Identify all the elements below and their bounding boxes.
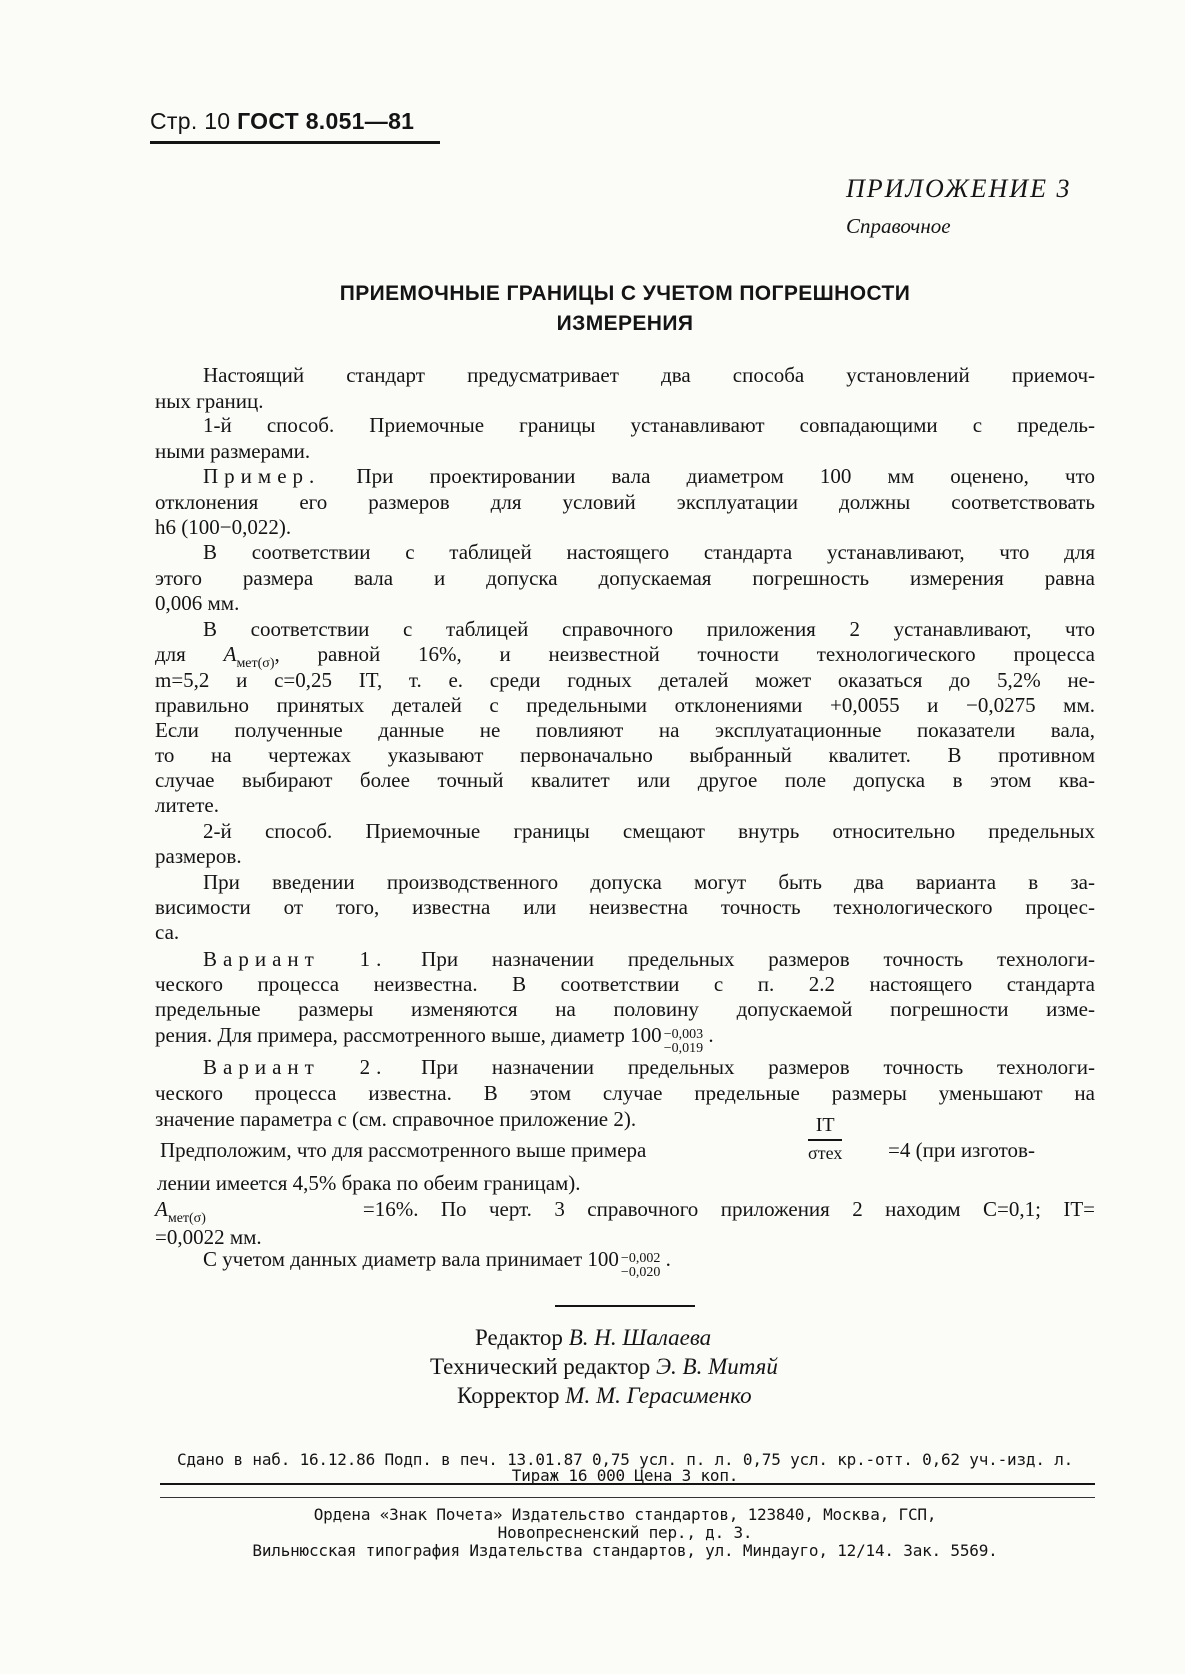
fraction-denominator: σтех (808, 1143, 843, 1163)
paragraph-text: При назначении предельных размеров точность технологи- (421, 1055, 1096, 1079)
paragraph-text: С учетом данных диаметр вала принимает 100 (203, 1247, 619, 1271)
paragraph-line (203, 463, 1095, 489)
paragraph-line: ными размерами. (155, 439, 311, 463)
tolerance (621, 1252, 660, 1280)
credit-role: Технический редактор (430, 1354, 651, 1379)
divider (160, 1483, 1095, 1485)
paragraph-line: лении имеется 4,5% брака по обеим границам). (157, 1171, 581, 1195)
section-title-line-1: ПРИЕМОЧНЫЕ ГРАНИЦЫ С УЧЕТОМ ПОГРЕШНОСТИ (339, 282, 911, 305)
symbol-a: A (155, 1197, 168, 1221)
variant-2-label: Вариант 2. (203, 1055, 388, 1079)
paragraph-text: =16%. По черт. 3 справочного приложения 2 находим C=0,1; IT= (362, 1197, 1095, 1221)
tolerance-upper: −0,003 (663, 1027, 704, 1042)
credit-role: Редактор (475, 1325, 563, 1350)
paragraph-line: правильно принятых деталей с предельными отклонениями +0,0055 и −0,0275 мм. (155, 693, 1095, 717)
tolerance-upper: −0,002 (620, 1251, 661, 1266)
paragraph-line: Настоящий стандарт предусматривает два способа установлений приемоч- (203, 363, 1095, 387)
imprint-line: Сдано в наб. 16.12.86 Подп. в печ. 13.01.87 0,75 усл. п. л. 0,75 усл. кр.-отт. 0,62 уч.-изд. л. (176, 1450, 1074, 1469)
imprint-line: Новопресненский пер., д. 3. (497, 1523, 753, 1542)
paragraph-line: ческого процесса неизвестна. В соответствии с п. 2.2 настоящего стандарта (155, 972, 1095, 996)
fraction (808, 1114, 842, 1164)
tolerance-lower: −0,020 (620, 1265, 661, 1280)
paragraph-line: этого размера вала и допуска допускаемая погрешность измерения равна (155, 566, 1095, 590)
paragraph-line: са. (155, 920, 180, 944)
paragraph-line: 0,006 мм. (155, 591, 240, 615)
section-title-line-2: ИЗМЕРЕНИЯ (556, 312, 694, 335)
paragraph-line: h6 (100−0,022). (155, 515, 292, 539)
paragraph-text: =4 (при изготов- (888, 1138, 1035, 1162)
paragraph-line: 1-й способ. Приемочные границы устанавливают совпадающими с предель- (203, 413, 1095, 437)
paragraph-line (155, 1022, 1095, 1056)
symbol-a: A (223, 642, 237, 666)
paragraph-line: ных границ. (155, 389, 264, 413)
imprint-line: Вильнюсская типография Издательства стандартов, ул. Миндауго, 12/14. Зак. 5569. (252, 1541, 998, 1560)
paragraph-text: Предположим, что для рассмотренного выше примера (160, 1138, 647, 1162)
paragraph-line (203, 946, 1095, 972)
paragraph-text: При проектировании вала диаметром 100 мм оценено, что (356, 464, 1095, 488)
page-number: Стр. 10 (150, 108, 231, 134)
symbol-subscript: мет(σ) (167, 1211, 206, 1226)
imprint-line: Ордена «Знак Почета» Издательство стандартов, 123840, Москва, ГСП, (313, 1505, 937, 1524)
paragraph-line: При введении производственного допуска могут быть два варианта в за- (203, 870, 1095, 894)
page-header (150, 108, 440, 144)
paragraph-line: то на чертежах указывают первоначально выбранный квалитет. В противном (155, 743, 1095, 767)
tolerance (664, 1028, 703, 1056)
credit-name: М. М. Герасименко (565, 1383, 752, 1408)
divider (555, 1305, 695, 1307)
paragraph-text: для (155, 642, 186, 666)
paragraph-text: , равной 16%, и неизвестной точности технологического процесса (274, 642, 1095, 666)
paragraph-line: =0,0022 мм. (155, 1225, 262, 1249)
credit-tech-editor (430, 1354, 778, 1380)
paragraph-line: предельные размеры изменяются на половину допускаемой погрешности изме- (155, 997, 1095, 1021)
paragraph-line: В соответствии с таблицей настоящего стандарта устанавливают, что для (203, 540, 1095, 564)
paragraph-line (203, 1054, 1095, 1080)
paragraph-line: ческого процесса известна. В этом случае предельные размеры уменьшают на (155, 1081, 1095, 1105)
example-label: Пример. (203, 464, 321, 488)
fraction-numerator: IT (808, 1114, 842, 1141)
appendix-label: ПРИЛОЖЕНИЕ 3 (846, 174, 1072, 203)
standard-number: ГОСТ 8.051—81 (237, 108, 415, 134)
paragraph-line: 2-й способ. Приемочные границы смещают внутрь относительно предельных (203, 819, 1095, 843)
paragraph-text: рения. Для примера, рассмотренного выше, диаметр 100 (155, 1023, 662, 1047)
appendix-type: Справочное (846, 214, 951, 238)
divider (160, 1497, 1095, 1498)
paragraph-text: При назначении предельных размеров точность технологи- (421, 947, 1096, 971)
paragraph-line: значение параметра c (см. справочное приложение 2). (155, 1107, 637, 1131)
credit-corrector (457, 1383, 752, 1409)
paragraph-line: литете. (155, 793, 219, 817)
credit-name: Э. В. Митяй (655, 1354, 778, 1379)
symbol-subscript: мет(σ) (236, 656, 275, 671)
tolerance-lower: −0,019 (663, 1041, 704, 1056)
paragraph-line: m=5,2 и c=0,25 IT, т. е. среди годных деталей может оказаться до 5,2% не- (155, 668, 1095, 692)
credit-role: Корректор (457, 1383, 560, 1408)
paragraph-line: В соответствии с таблицей справочного приложения 2 устанавливают, что (203, 617, 1095, 641)
credit-name: В. Н. Шалаева (568, 1325, 712, 1350)
credit-editor (475, 1325, 711, 1351)
paragraph-line: размеров. (155, 844, 242, 868)
paragraph-line (203, 1246, 1095, 1280)
paragraph-line: висимости от того, известна или неизвестна точность технологического процес- (155, 895, 1095, 919)
paragraph-text: . (708, 1023, 714, 1047)
paragraph-line: случае выбирают более точный квалитет или другое поле допуска в этом ква- (155, 768, 1095, 792)
paragraph-text: . (665, 1247, 671, 1271)
variant-1-label: Вариант 1. (203, 947, 388, 971)
paragraph-line: отклонения его размеров для условий эксплуатации должны соответствовать (155, 490, 1095, 514)
paragraph-line: Если полученные данные не повлияют на эксплуатационные показатели вала, (155, 718, 1095, 742)
imprint-line: Тираж 16 000 Цена 3 коп. (511, 1466, 739, 1485)
